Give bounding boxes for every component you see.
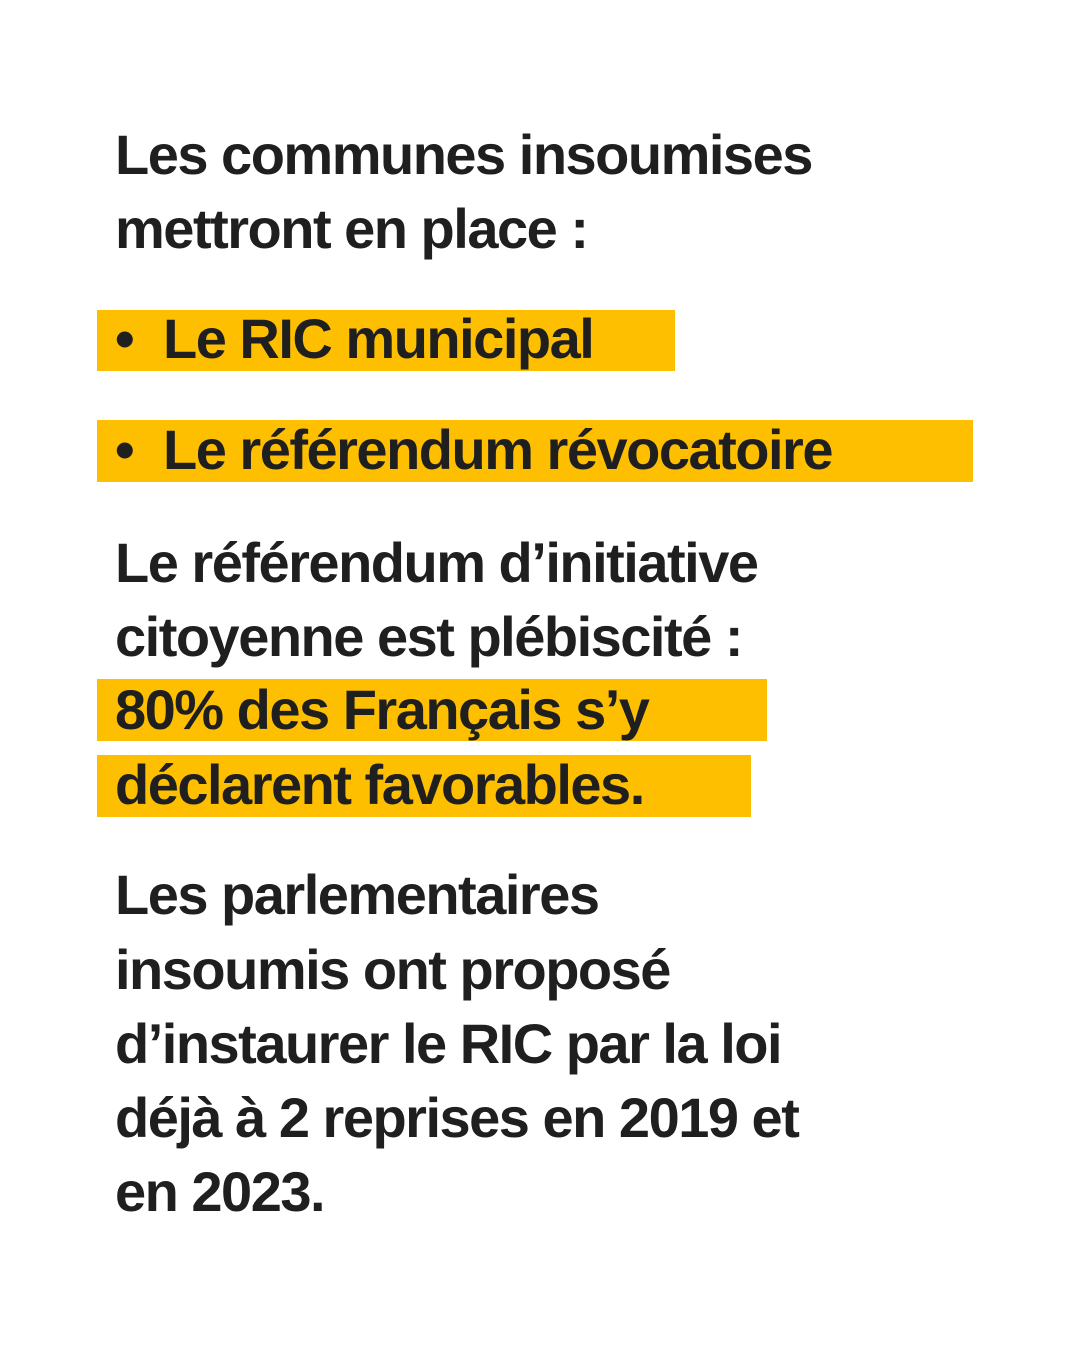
bullet-label: Le référendum révocatoire	[163, 418, 832, 481]
bullet-icon: •	[115, 418, 134, 481]
bullet-item-referendum-revocatoire	[115, 419, 832, 481]
ric-line-1: Le référendum d’initiative	[115, 531, 758, 594]
bullet-label: Le RIC municipal	[163, 307, 594, 370]
parliament-line-3: d’instaurer le RIC par la loi	[115, 1012, 782, 1075]
intro-line-2: mettront en place :	[115, 197, 588, 260]
parliament-line-5: en 2023.	[115, 1160, 325, 1223]
intro-line-1: Les communes insoumises	[115, 123, 812, 186]
parliament-line-2: insoumis ont proposé	[115, 938, 670, 1001]
bullet-item-ric-municipal	[115, 308, 593, 370]
parliament-line-4: déjà à 2 reprises en 2019 et	[115, 1086, 799, 1149]
bullet-icon: •	[115, 307, 134, 370]
parliament-line-1: Les parlementaires	[115, 863, 599, 926]
ric-highlight-line-2: déclarent favorables.	[115, 753, 644, 816]
ric-highlight-line-1: 80% des Français s’y	[115, 678, 649, 741]
ric-line-2: citoyenne est plébiscité :	[115, 605, 742, 668]
